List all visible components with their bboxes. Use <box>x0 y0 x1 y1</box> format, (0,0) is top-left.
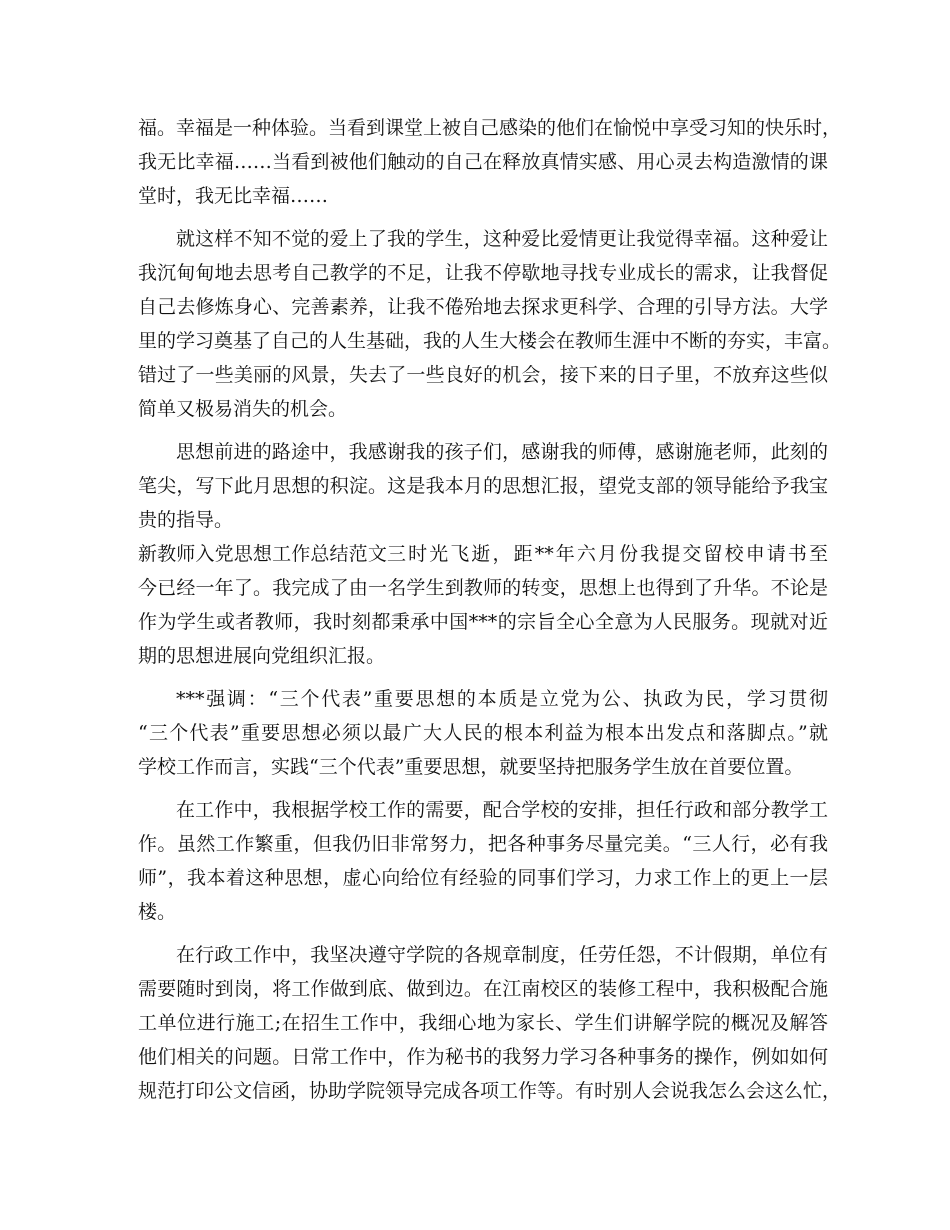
text-line: 就这样不知不觉的爱上了我的学生，这种爱比爱情更让我觉得幸福。这种爱让 <box>176 228 828 250</box>
text-line: “三个代表”重要思想必须以最广大人民的根本利益为根本出发点和落脚点。”就 <box>138 722 828 744</box>
text-line: 他们相关的问题。日常工作中，作为秘书的我努力学习各种事务的操作，例如如何 <box>138 1046 828 1068</box>
section-title: 新教师入党思想工作总结范文三 <box>138 543 406 565</box>
text-line: 在工作中，我根据学校工作的需要，配合学校的安排，担任行政和部分教学工 <box>176 799 828 821</box>
text-line: 规范打印公文信函，协助学院领导完成各项工作等。有时别人会说我怎么会这么忙， <box>138 1080 842 1102</box>
text-line: 笔尖，写下此月思想的积淀。这是我本月的思想汇报，望党支部的领导能给予我宝 <box>138 475 828 497</box>
text-line: ***强调：“三个代表”重要思想的本质是立党为公、执政为民，学习贯彻 <box>176 688 828 710</box>
paragraph <box>138 435 828 537</box>
text-line: 期的思想进展向党组织汇报。 <box>138 645 386 667</box>
text-line: 今已经一年了。我完成了由一名学生到教师的转变，思想上也得到了升华。不论是 <box>138 577 828 599</box>
paragraph <box>138 793 828 929</box>
paragraph <box>138 682 828 784</box>
text-line: 作。虽然工作繁重，但我仍旧非常努力，把各种事务尽量完美。“三人行，必有我 <box>138 833 828 855</box>
paragraph <box>138 222 842 426</box>
text-line: 工单位进行施工;在招生工作中，我细心地为家长、学生们讲解学院的概况及解答 <box>138 1012 828 1034</box>
text-line: 作为学生或者教师，我时刻都秉承中国***的宗旨全心全意为人民服务。现就对近 <box>138 611 828 633</box>
paragraph <box>138 111 842 213</box>
section-opening <box>138 537 828 673</box>
text-line: 思想前进的路途中，我感谢我的孩子们，感谢我的师傅，感谢施老师，此刻的 <box>176 441 828 463</box>
document-body <box>138 111 842 1108</box>
text-line: 我无比幸福……当看到被他们触动的自己在释放真情实感、用心灵去构造激情的课 <box>138 151 828 173</box>
text-line: 在行政工作中，我坚决遵守学院的各规章制度，任劳任怨，不计假期，单位有 <box>176 944 828 966</box>
section-first-line-text: 时光飞逝，距**年六月份我提交留校申请书至 <box>406 543 828 565</box>
text-line: 堂时，我无比幸福…… <box>138 185 329 207</box>
text-line: 简单又极易消失的机会。 <box>138 398 348 420</box>
text-line: 需要随时到岗，将工作做到底、做到边。在江南校区的装修工程中，我积极配合施 <box>138 978 828 1000</box>
text-line: 里的学习奠基了自己的人生基础，我的人生大楼会在教师生涯中不断的夯实，丰富。 <box>138 330 842 352</box>
section-first-line <box>138 537 828 571</box>
text-line: 师”，我本着这种思想，虚心向给位有经验的同事们学习，力求工作上的更上一层 <box>138 867 828 889</box>
text-line: 我沉甸甸地去思考自己教学的不足，让我不停歇地寻找专业成长的需求，让我督促 <box>138 262 828 284</box>
text-line: 福。幸福是一种体验。当看到课堂上被自己感染的他们在愉悦中享受习知的快乐时， <box>138 117 842 139</box>
text-line: 楼。 <box>138 901 177 923</box>
paragraph <box>138 938 842 1108</box>
text-line: 错过了一些美丽的风景，失去了一些良好的机会，接下来的日子里，不放弃这些似 <box>138 364 828 386</box>
text-line: 自己去修炼身心、完善素养，让我不倦殆地去探求更科学、合理的引导方法。大学 <box>138 296 828 318</box>
text-line: 贵的指导。 <box>138 509 234 531</box>
text-line: 学校工作而言，实践“三个代表”重要思想，就要坚持把服务学生放在首要位置。 <box>138 756 804 778</box>
